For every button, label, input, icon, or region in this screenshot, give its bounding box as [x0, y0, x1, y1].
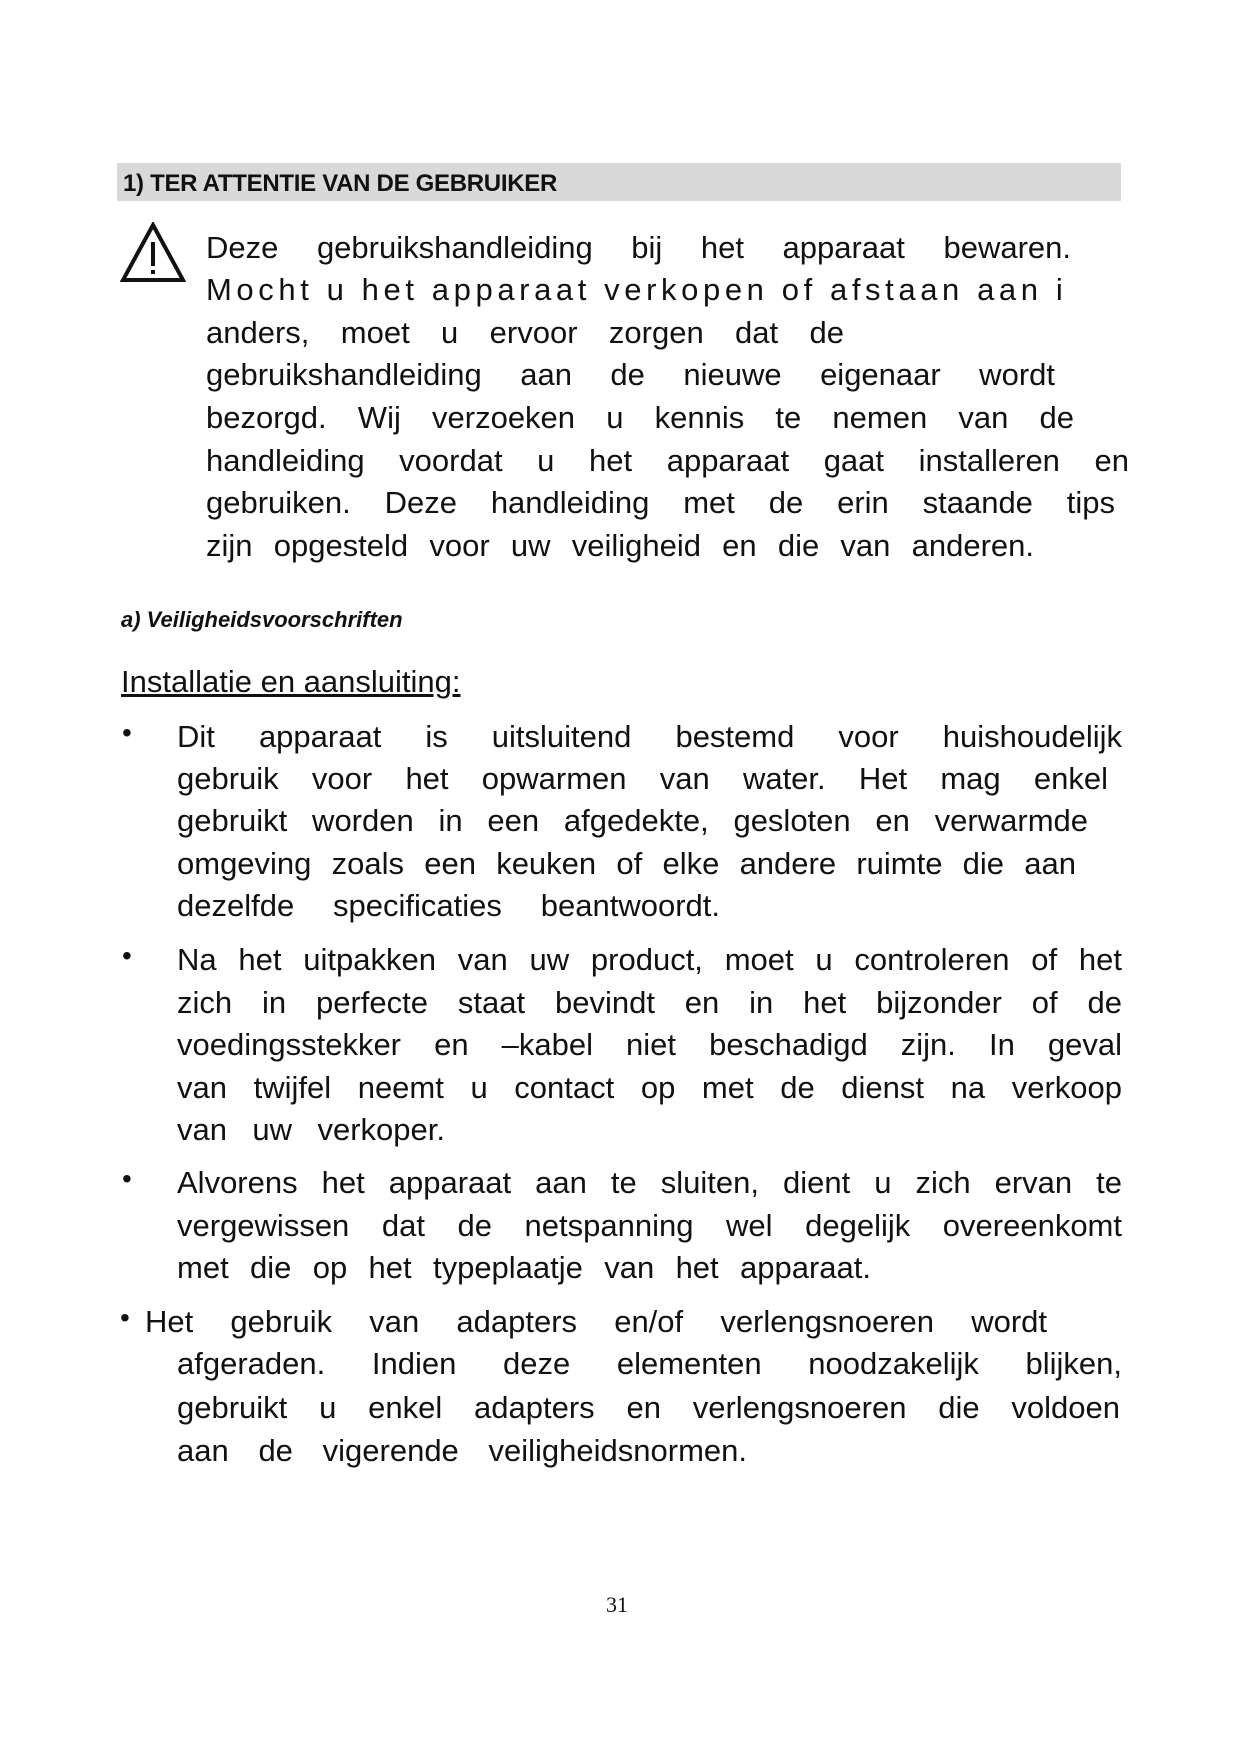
install-heading: Installatie en aansluiting: — [121, 664, 461, 699]
bullet-line: afgeraden. Indien deze elementen noodzakelijk blijken, — [177, 1346, 1122, 1381]
bullet-line: Na het uitpakken van uw product, moet u controleren of het — [177, 942, 1122, 977]
intro-line: Deze gebruikshandleiding bij het apparaat bewaren. — [206, 230, 1071, 265]
bullet-line: Alvorens het apparaat aan te sluiten, dient u zich ervan te — [177, 1165, 1122, 1200]
bullet-line: gebruik voor het opwarmen van water. Het mag enkel — [177, 761, 1108, 796]
bullet-line: omgeving zoals een keuken of elke andere ruimte die aan — [177, 846, 1076, 881]
section-heading-bar — [117, 163, 1121, 201]
bullet-line: gebruikt u enkel adapters en verlengsnoeren die voldoen — [177, 1390, 1120, 1425]
bullet-line: Het gebruik van adapters en/of verlengsnoeren wordt — [145, 1304, 1047, 1339]
bullet-line: aan de vigerende veiligheidsnormen. — [177, 1433, 747, 1468]
intro-line: handleiding voordat u het apparaat gaat installeren en — [206, 443, 1129, 478]
bullet-line: zich in perfecte staat bevindt en in het bijzonder of de — [177, 985, 1122, 1020]
intro-line: Mocht u het apparaat verkopen of afstaan aan i — [206, 272, 1068, 307]
bullet-line: Dit apparaat is uitsluitend bestemd voor huishoudelijk — [177, 719, 1122, 754]
bullet-line: dezelfde specificaties beantwoordt. — [177, 888, 720, 923]
bullet-icon: • — [122, 717, 132, 748]
bullet-icon: • — [122, 1163, 132, 1194]
bullet-line: voedingsstekker en –kabel niet beschadigd zijn. In geval — [177, 1027, 1122, 1062]
subheading: a) Veiligheidsvoorschriften — [121, 607, 403, 632]
section-heading: 1) TER ATTENTIE VAN DE GEBRUIKER — [123, 170, 557, 197]
intro-line: bezorgd. Wij verzoeken u kennis te nemen van de — [206, 400, 1074, 435]
bullet-icon: • — [120, 1302, 130, 1333]
warning-triangle-icon — [120, 222, 186, 284]
bullet-line: vergewissen dat de netspanning wel degelijk overeenkomt — [177, 1208, 1122, 1243]
intro-line: zijn opgesteld voor uw veiligheid en die van anderen. — [206, 528, 1034, 563]
bullet-line: met die op het typeplaatje van het apparaat. — [177, 1250, 871, 1285]
bullet-icon: • — [122, 940, 132, 971]
bullet-line: van uw verkoper. — [177, 1112, 445, 1147]
intro-line: anders, moet u ervoor zorgen dat de — [206, 315, 844, 350]
intro-line: gebruikshandleiding aan de nieuwe eigenaar wordt — [206, 357, 1055, 392]
page-number: 31 — [606, 1592, 628, 1617]
intro-line: gebruiken. Deze handleiding met de erin staande tips — [206, 485, 1115, 520]
bullet-line: van twijfel neemt u contact op met de dienst na verkoop — [177, 1070, 1122, 1105]
bullet-line: gebruikt worden in een afgedekte, gesloten en verwarmde — [177, 803, 1088, 838]
